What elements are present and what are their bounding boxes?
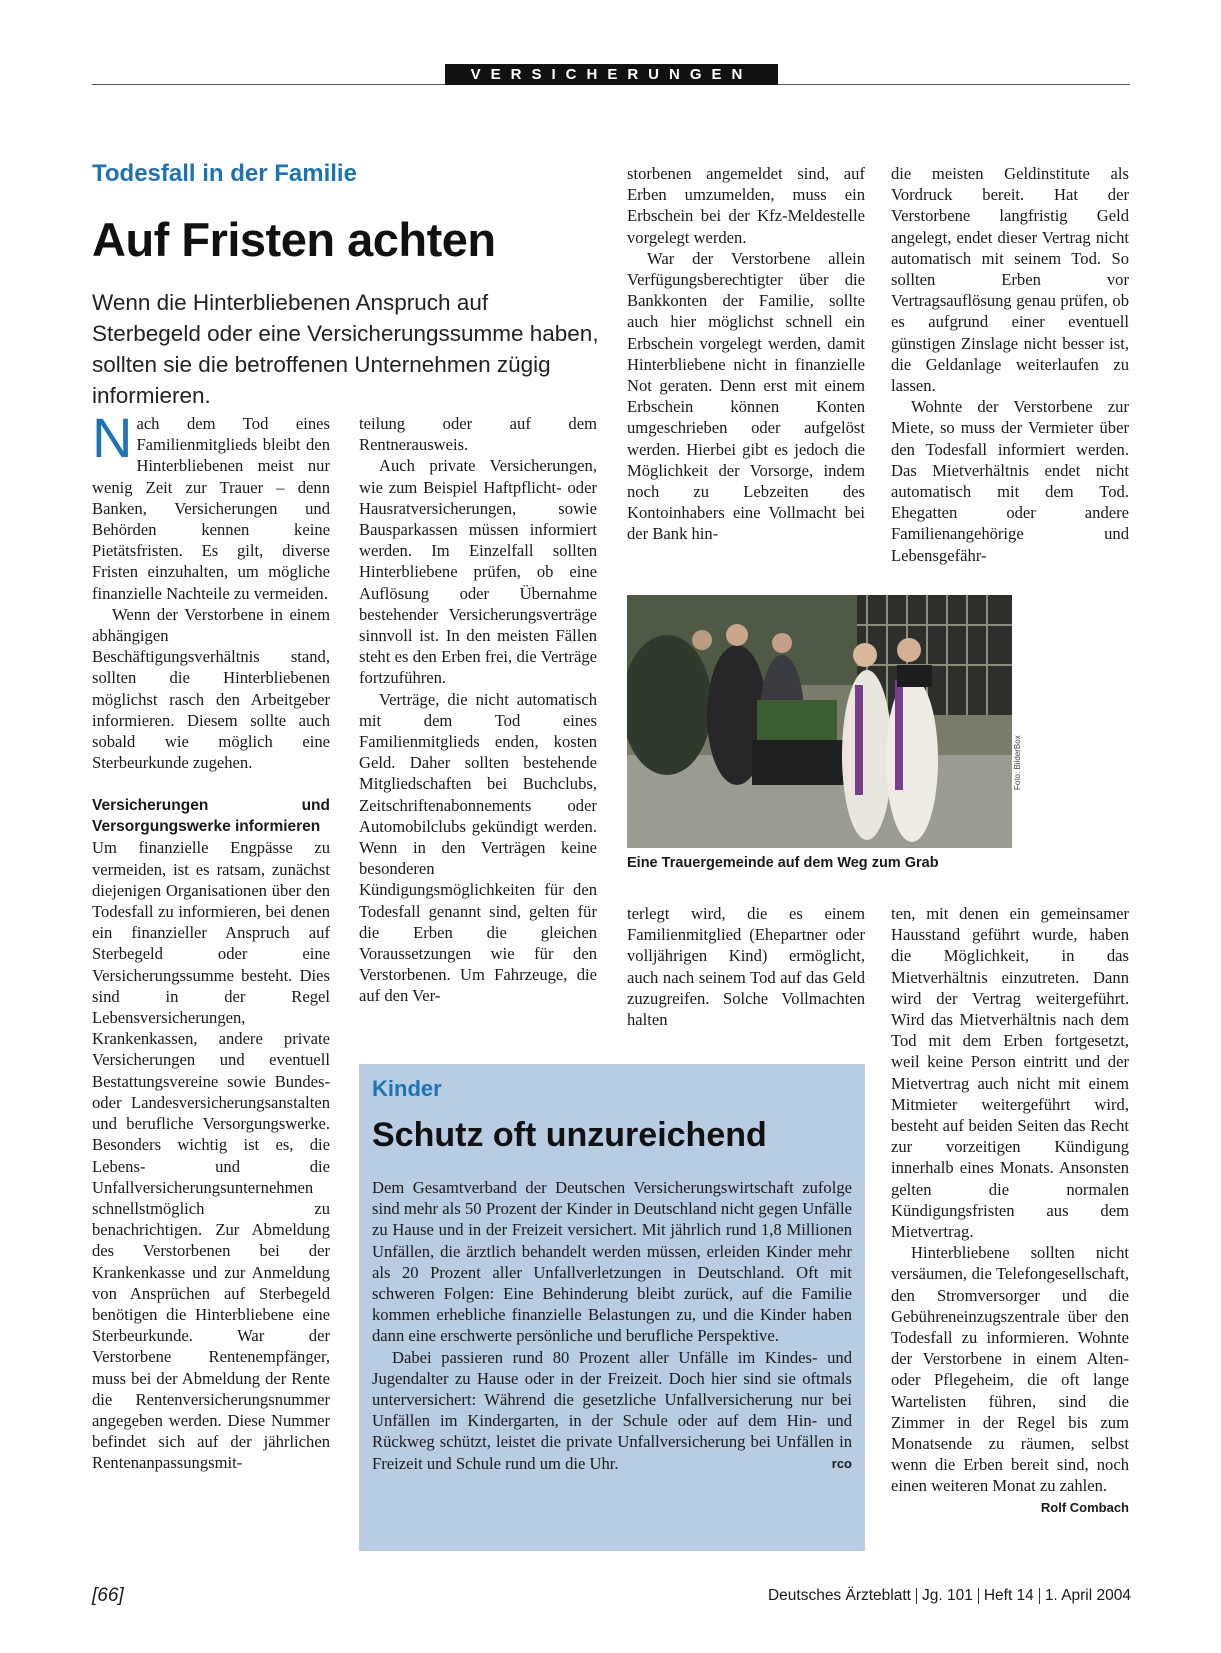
photo-credit: Foto: BilderBox <box>1013 735 1022 790</box>
journal-name: Deutsches Ärzteblatt <box>767 1587 911 1604</box>
paragraph: Dabei passieren rund 80 Prozent aller Unfälle im Kindes- und Jugendalter zu Hause oder in der Freizeit. Doch hier sind sie oftmals unterversichert: Während die gesetzliche Unfallversicherung nur bei Unfällen im Kindergarten, in der Schule oder auf dem Hin- und Rückweg schützt, leistet die private Unfallversicherung bei Unfällen in Freizeit und Schule rund um die Uhr. rco <box>372 1347 852 1473</box>
box-headline: Schutz oft unzureichend <box>372 1116 767 1154</box>
column-3-bottom <box>627 903 865 1030</box>
paragraph: Wenn der Verstorbene in einem abhängigen Beschäftigungsverhältnis stand, sollten die Hinterbliebenen möglichst rasch den Arbeitgeber informieren. Diesem sollte auch sobald wie möglich eine Sterbeurkunde zugehen. <box>92 604 330 773</box>
column-4-bottom <box>891 903 1129 1518</box>
column-3-top <box>627 163 865 545</box>
box-kicker: Kinder <box>372 1076 442 1101</box>
box-author: rco <box>831 1455 852 1471</box>
photo-illustration <box>627 595 1012 848</box>
date: 1. April 2004 <box>1044 1587 1131 1604</box>
volume: Jg. 101 <box>921 1587 973 1604</box>
paragraph: ten, mit denen ein gemeinsamer Hausstand geführt wurde, haben die Möglichkeit, in das Mietverhältnis einzutreten. Dann wird der Vertrag weitergeführt. Wird das Mietverhältnis nach dem Tod mit dem Erben fortgesetzt, weil keine Person eintritt und der Mietvertrag auch nicht mit einem Mitmieter weitergeführt wird, besteht auf beiden Seiten das Recht zur vorzeitigen Kündigung innerhalb eines Monats. Ansonsten gelten die normalen Kündigungsfristen aus dem Mietvertrag. <box>891 904 1129 1242</box>
paragraph: Wohnte der Verstorbene zur Miete, so muss der Vermieter über den Todesfall informiert werden. Das Mietverhältnis endet nicht automatisch mit dem Tod. Ehegatten oder andere Familienangehörige und Lebensgefähr- <box>891 397 1129 565</box>
box-text <box>372 1177 852 1474</box>
paragraph: Verträge, die nicht automatisch mit dem Tod eines Familienmitglieds enden, kosten Geld. Daher sollten bestehende Mitgliedschaften bei Buchclubs, Zeitschriftenabonnements oder Automobilclubs gekündigt werden. Wenn in den Verträgen keine besonderen Kündigungsmöglichkeiten für den Todesfall genannt sind, gelten für die Erben die gleichen Voraussetzungen wie für den Verstorbenen. Um Fahrzeuge, die auf den Ver- <box>359 689 597 1006</box>
page-number: [66] <box>92 1585 124 1606</box>
subheading: Versicherungen und Versorgungswerke informieren <box>92 797 330 836</box>
paragraph: storbenen angemeldet sind, auf Erben umzumelden, muss ein Erbschein bei der Kfz-Meldestelle vorgelegt werden. <box>627 164 865 247</box>
paragraph: terlegt wird, die es einem Familienmitglied (Ehepartner oder volljährigen Kind) ermöglicht, auch nach seinem Tod auf das Geld zuzugreifen. Solche Vollmachten halten <box>627 904 865 1030</box>
paragraph: Um finanzielle Engpässe zu vermeiden, ist es ratsam, zunächst diejenigen Organisationen über den Todesfall zu informieren, bei denen ein finanzieller Anspruch auf Sterbegeld oder eine Versicherungssumme besteht. Dies sind in der Regel Lebensversicherungen, Krankenkassen, andere private Versicherungen und eventuell Bestattungsvereine sowie Bundes- oder Landesversicherungsanstalten und berufliche Versorgungswerke. Besonders wichtig ist es, die Lebens- und die Unfallversicherungsunternehmen schnellstmöglich zu benachrichtigen. Zur Abmeldung des Verstorbenen bei der Krankenkasse und zur Anmeldung von Ansprüchen auf Sterbegeld benötigen die Hinterbliebene eine Sterbeurkunde. War der Verstorbene Rentenempfänger, muss bei der Abmeldung der Rente die Rentenversicherungsnummer angegeben werden. Diese Nummer befindet sich auf der jährlichen Rentenanpassungsmit- <box>92 838 330 1473</box>
sidebar-box <box>359 1064 865 1551</box>
author-signature: Rolf Combach <box>1040 1499 1129 1515</box>
paragraph: Nach dem Tod eines Familienmitglieds bleibt den Hinterbliebenen meist nur wenig Zeit zur Trauer – denn Banken, Versicherungen und Behörden kennen keine Pietätsfristen. Es gilt, diverse Fristen einzuhalten, um mögliche finanzielle Nachteile zu vermeiden. <box>92 406 330 603</box>
article-headline: Auf Fristen achten <box>92 213 496 266</box>
section-tag: VERSICHERUNGEN <box>445 64 778 85</box>
paragraph: Dem Gesamtverband der Deutschen Versicherungswirtschaft zufolge sind mehr als 50 Prozent der Kinder in Deutschland nicht gegen Unfälle zu Hause und in der Freizeit versichert. Mit jährlich rund 1,8 Millionen Unfällen, die ärztlich behandelt werden müssen, erleiden Kinder mehr als 20 Prozent aller Unfallverletzungen in Deutschland. Oft mit schweren Folgen: Eine Behinderung bleibt zurück, auf die Familie kommen erhebliche finanzielle Belastungen zu, und die Kinder haben dann eine erschwerte persönliche und berufliche Perspektive. <box>372 1178 852 1346</box>
paragraph: Auch private Versicherungen, wie zum Beispiel Haftpflicht- oder Hausratversicherungen, sowie Bausparkassen müssen informiert werden. Im Einzelfall sollten Hinterbliebene prüfen, ob eine Auflösung oder Übernahme bestehender Versicherungsverträge sinnvoll ist. In den meisten Fällen steht es den Erben frei, die Verträge fortzuführen. <box>359 456 597 688</box>
paragraph: teilung oder auf dem Rentnerausweis. <box>359 414 597 455</box>
article-kicker: Todesfall in der Familie <box>92 160 357 187</box>
photo-caption: Eine Trauergemeinde auf dem Weg zum Grab <box>627 855 939 871</box>
paragraph: War der Verstorbene allein Verfügungsberechtigter über die Bankkonten der Familie, sollte auch hier möglichst schnell ein Erbschein vorgelegt werden, damit Hinterbliebene nicht in finanzielle Not geraten. Denn erst mit einem Erbschein können Konten umgeschrieben oder aufgelöst werden. Hierbei gibt es jedoch die Möglichkeit der Vorsorge, indem noch zu Lebzeiten des Kontoinhabers eine Vollmacht bei der Bank hin- <box>627 248 865 544</box>
column-1 <box>92 406 330 1474</box>
issue: Heft 14 <box>983 1587 1034 1604</box>
funeral-procession-photo <box>627 595 1012 848</box>
column-2 <box>359 413 597 1007</box>
paragraph: Hinterbliebene sollten nicht versäumen, die Telefongesellschaft, den Stromversorger und die Gebühreneinzugszentrale über den Todesfall zu informieren. Wohnte der Verstorbene in einem Alten- oder Pflegeheim, die oft lange Wartelisten führen, sind die Zimmer in der Regel bis zum Monatsende zu räumen, selbst wenn die Erben bereit sind, noch einen weiteren Monat zu zahlen. Rolf Combach <box>891 1242 1129 1496</box>
paragraph: die meisten Geldinstitute als Vordruck bereit. Hat der Verstorbene langfristig Geld angelegt, endet dieser Vertrag nicht automatisch mit seinem Tod. So sollten Erben vor Vertragsauflösung genau prüfen, ob es aufgrund einer eventuell günstigen Zinslage nicht besser ist, die Geldanlage weiterlaufen zu lassen. <box>891 164 1129 396</box>
article-lead: Wenn die Hinterbliebenen Anspruch auf Sterbegeld oder eine Versicherungssumme haben, sollten sie die betroffenen Unternehmen zügig informieren. <box>92 290 599 408</box>
drop-cap: N <box>92 406 133 469</box>
column-4-top <box>891 163 1129 566</box>
publication-info <box>768 1587 1131 1605</box>
